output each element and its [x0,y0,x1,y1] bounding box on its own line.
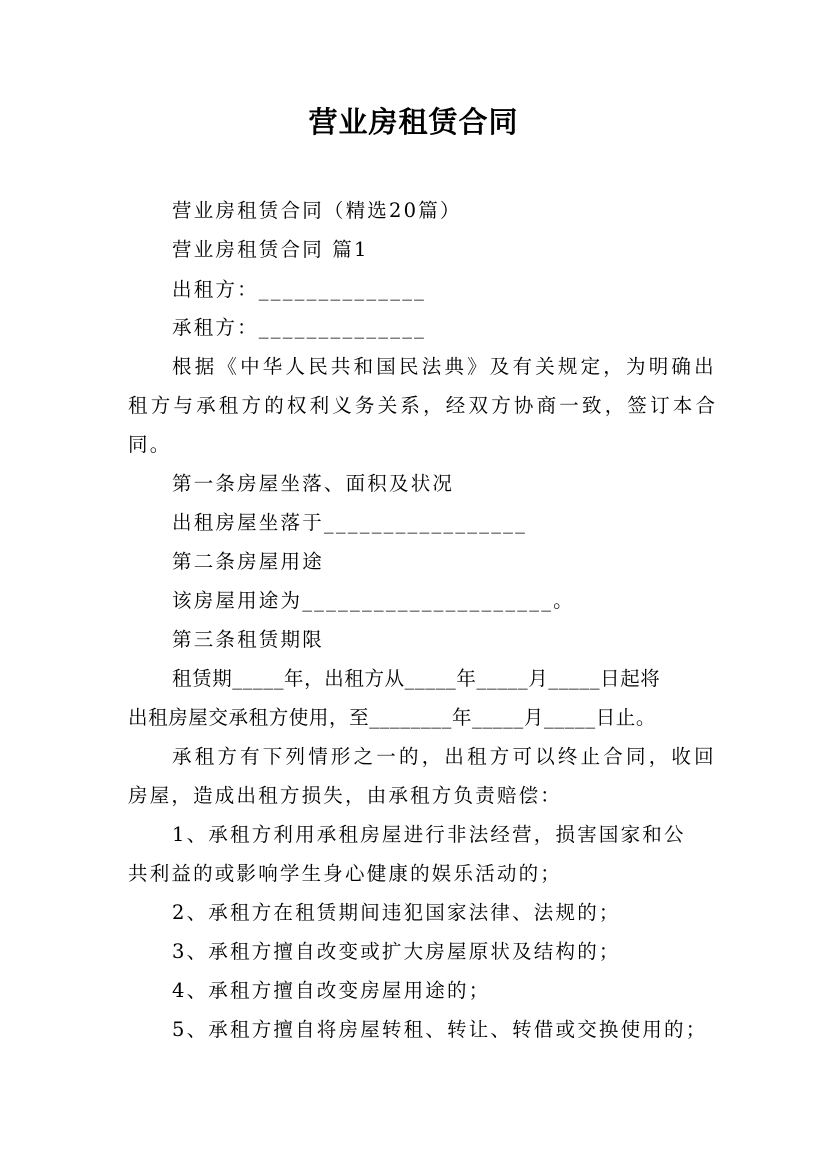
list-item: 4、承租方擅自改变房屋用途的； [172,979,491,1002]
lessee-field: 承租方：______________ [172,316,427,339]
paragraph-line: 根据《中华人民共和国民法典》及有关规定，为明确出 [172,355,717,378]
article-heading: 第三条租赁期限 [172,628,324,651]
paragraph-line: 承租方有下列情形之一的，出租方可以终止合同，收回 [172,745,717,768]
list-item: 1、承租方利用承租房屋进行非法经营，损害国家和公 [172,823,686,846]
paragraph-line: 同。 [128,433,172,456]
list-item: 5、承租方擅自将房屋转租、转让、转借或交换使用的； [172,1018,708,1041]
usage-field: 该房屋用途为_____________________。 [172,589,575,612]
term-line: 租赁期_____年，出租方从_____年_____月_____日起将 [172,667,661,690]
article-heading: 第二条房屋用途 [172,550,324,573]
paragraph-line: 房屋，造成出租方损失，由承租方负责赔偿： [128,784,563,807]
lessor-field: 出租方：______________ [172,278,427,301]
section-heading: 营业房租赁合同 篇1 [172,238,369,261]
list-item: 共利益的或影响学生身心健康的娱乐活动的； [128,862,563,885]
document-title: 营业房租赁合同 [308,105,519,139]
term-line: 出租房屋交承租方使用，至________年_____月_____日止。 [128,706,656,729]
location-field: 出租房屋坐落于_________________ [172,511,528,534]
subtitle-line: 营业房租赁合同（精选20篇） [172,199,462,222]
article-heading: 第一条房屋坐落、面积及状况 [172,472,455,495]
list-item: 3、承租方擅自改变或扩大房屋原状及结构的； [172,940,621,963]
list-item: 2、承租方在租赁期间违犯国家法律、法规的； [172,901,621,924]
paragraph-line: 租方与承租方的权利义务关系，经双方协商一致，签订本合 [128,394,719,417]
